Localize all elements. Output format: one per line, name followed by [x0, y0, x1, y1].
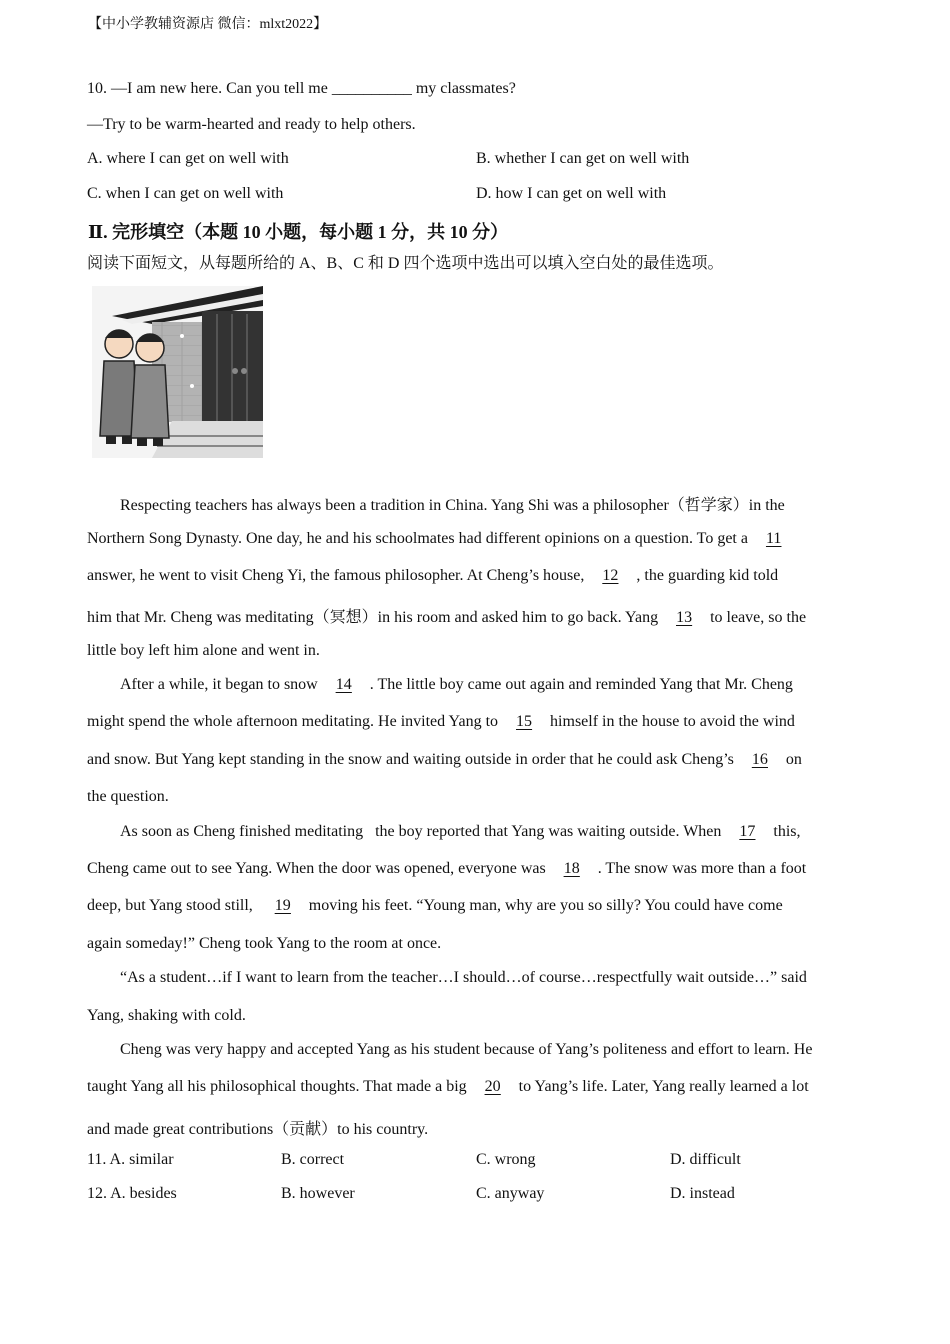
passage-p1-line1: Respecting teachers has always been a tradition in China. Yang Shi was a philosopher（哲学家）in the [120, 497, 785, 514]
blank-14-number: 14 [335, 676, 352, 693]
passage-text: After a while, it began to snow [120, 676, 322, 693]
blank-19-number: 19 [274, 897, 291, 914]
passage-p5-line2 [87, 1078, 867, 1096]
passage-text: this, [769, 823, 801, 840]
blank-12 [588, 567, 632, 585]
passage-p3-line2 [87, 860, 867, 878]
blank-14 [322, 676, 366, 694]
passage-text: . The snow was more than a foot [593, 860, 807, 877]
blank-13 [662, 609, 706, 627]
passage-p1-line3 [87, 567, 867, 585]
passage-text: him that Mr. Cheng was meditating（冥想）in his room and asked him to go back. Yang [87, 609, 663, 626]
q11-option-c: C. wrong [476, 1151, 536, 1168]
blank-12-number: 12 [602, 567, 619, 584]
q12-option-a: 12. A. besides [87, 1185, 177, 1202]
blank-20 [471, 1078, 515, 1096]
passage-text: answer, he went to visit Cheng Yi, the famous philosopher. At Cheng’s house, [87, 567, 589, 584]
passage-p5-line1: Cheng was very happy and accepted Yang as his student because of Yang’s politeness and effort to learn. He [120, 1041, 813, 1058]
q10-reply: —Try to be warm-hearted and ready to help others. [87, 116, 416, 133]
blank-13-number: 13 [676, 609, 693, 626]
passage-text: himself in the house to avoid the wind [546, 713, 795, 730]
passage-p1-line2 [87, 530, 867, 548]
passage-p3-line3 [87, 897, 867, 915]
q12-option-d: D. instead [670, 1185, 735, 1202]
passage-text: Northern Song Dynasty. One day, he and his schoolmates had different opinions on a question. To get a [87, 530, 752, 547]
q11-option-d: D. difficult [670, 1151, 741, 1168]
passage-text: on [781, 751, 802, 768]
blank-17 [725, 823, 769, 841]
passage-text: taught Yang all his philosophical thoughts. That made a big [87, 1078, 471, 1095]
q12-option-b: B. however [281, 1185, 355, 1202]
passage-text: , the guarding kid told [632, 567, 779, 584]
passage-text: and snow. But Yang kept standing in the snow and waiting outside in order that he could ask Cheng’s [87, 751, 738, 768]
passage-p3-line4: again someday!” Cheng took Yang to the room at once. [87, 935, 442, 952]
q10-option-c: C. when I can get on well with [87, 185, 284, 202]
blank-16-number: 16 [751, 751, 768, 768]
q10-option-b: B. whether I can get on well with [476, 150, 690, 167]
q10-option-d: D. how I can get on well with [476, 185, 667, 202]
page-header: 【中小学教辅资源店 微信：mlxt2022】 [88, 17, 328, 32]
blank-11 [752, 530, 795, 548]
passage-text: to leave, so the [706, 609, 807, 626]
blank-11-number: 11 [765, 530, 782, 547]
q11-option-b: B. correct [281, 1151, 345, 1168]
blank-20-number: 20 [484, 1078, 501, 1095]
passage-text: might spend the whole afternoon meditating. He invited Yang to [87, 713, 503, 730]
q11-option-a: 11. A. similar [87, 1151, 174, 1168]
blank-15 [502, 713, 546, 731]
passage-p2-line4: the question. [87, 788, 169, 805]
blank-16 [738, 751, 782, 769]
blank-19 [261, 897, 305, 915]
section-instruction: 阅读下面短文，从每题所给的 A、B、C 和 D 四个选项中选出可以填入空白处的最佳选项。 [87, 255, 724, 272]
passage-text: moving his feet. “Young man, why are you so silly? You could have come [304, 897, 783, 914]
passage-text: As soon as Cheng finished meditating the boy reported that Yang was waiting outside. When [120, 823, 726, 840]
passage-text: to Yang’s life. Later, Yang really learned a lot [514, 1078, 809, 1095]
passage-text: deep, but Yang stood still, [87, 897, 261, 914]
passage-p4-line1: “As a student…if I want to learn from the teacher…I should…of course…respectfully wait outside…” said [120, 969, 807, 986]
blank-17-number: 17 [739, 823, 756, 840]
passage-p2-line3 [87, 751, 867, 769]
passage-p1-line5: little boy left him alone and went in. [87, 642, 320, 659]
passage-p2-line1 [120, 676, 900, 694]
illustration-students-at-gate [92, 286, 263, 458]
passage-text: . The little boy came out again and reminded Yang that Mr. Cheng [365, 676, 793, 693]
passage-p1-line4 [87, 604, 867, 627]
passage-p5-line3: and made great contributions（贡献）to his country. [87, 1121, 429, 1138]
section-title: Ⅱ. 完形填空（本题 10 小题，每小题 1 分，共 10 分） [88, 222, 509, 242]
passage-p4-line2: Yang, shaking with cold. [87, 1007, 246, 1024]
passage-p3-line1 [120, 823, 900, 841]
passage-p2-line2 [87, 713, 867, 731]
q10-option-a: A. where I can get on well with [87, 150, 289, 167]
q10-stem: 10. —I am new here. Can you tell me __________ my classmates? [87, 80, 516, 97]
q12-option-c: C. anyway [476, 1185, 545, 1202]
blank-15-number: 15 [516, 713, 533, 730]
blank-18-number: 18 [563, 860, 580, 877]
blank-18 [550, 860, 594, 878]
passage-text: Cheng came out to see Yang. When the door was opened, everyone was [87, 860, 550, 877]
